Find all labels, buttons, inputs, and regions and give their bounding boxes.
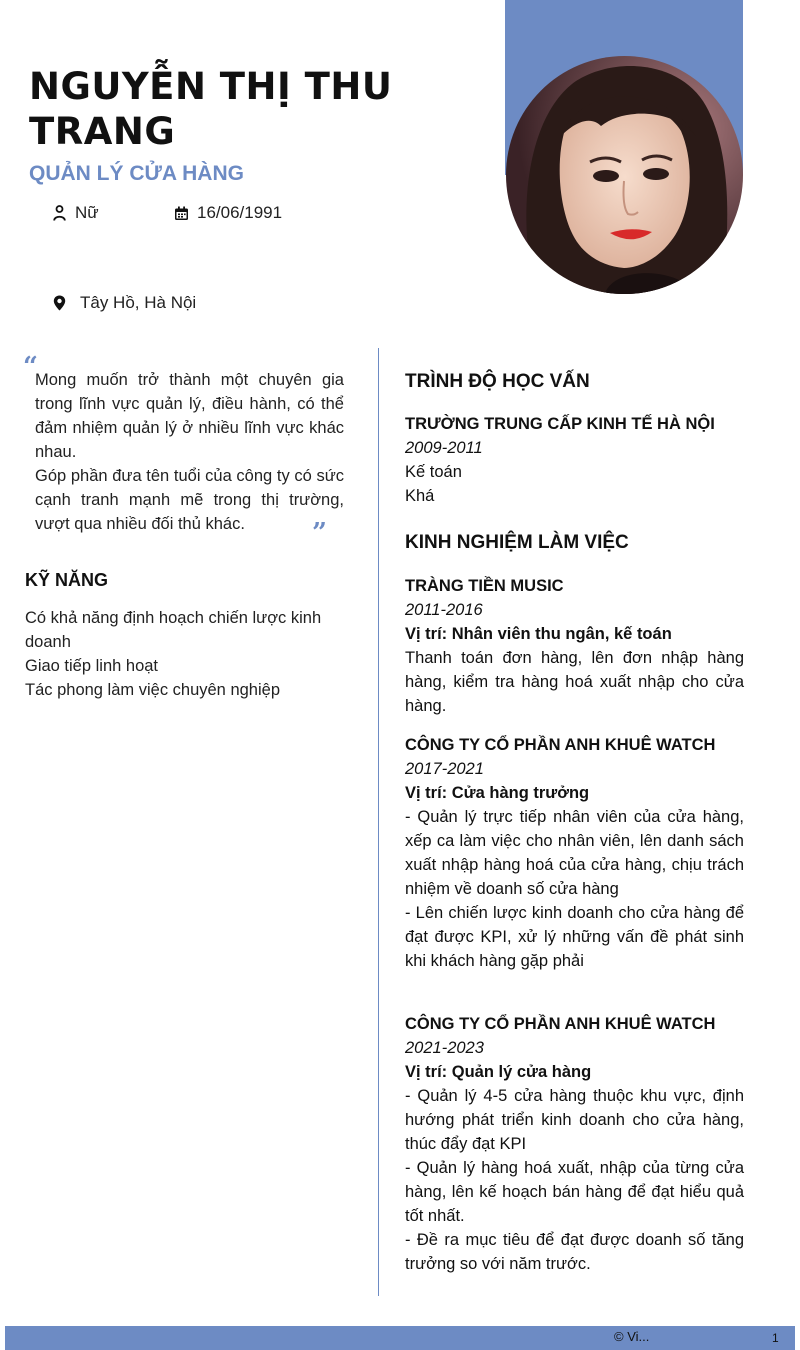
person-icon [51, 205, 67, 221]
job-detail: - Quản lý hàng hoá xuất, nhập của từng cửa hàng, lên kế hoạch bán hàng để đạt hiểu quả tốt nhất. [405, 1159, 744, 1225]
job-period: 2021-2023 [405, 1039, 484, 1057]
objective-paragraph: Mong muốn trở thành một chuyên gia trong lĩnh vực quản lý, điều hành, có thể đảm nhiệm quản lý ở nhiều lĩnh vực khác nhau. [35, 371, 344, 461]
education-major: Kế toán [405, 463, 462, 481]
profile-photo [506, 56, 743, 294]
education-section [405, 371, 744, 508]
footer-bar [5, 1326, 795, 1350]
skill-item: Có khả năng định hoạch chiến lược kinh doanh [25, 609, 322, 651]
job-entry [405, 574, 744, 718]
job-entry [405, 733, 744, 973]
dob-value: 16/06/1991 [197, 203, 283, 222]
job-detail: - Lên chiến lược kinh doanh cho cửa hàng để đạt được KPI, xử lý những vấn đề phát sinh khi khách hàng gặp phải [405, 904, 744, 970]
calendar-icon [173, 205, 189, 221]
career-objective [35, 368, 344, 536]
quote-close-mark: ” [312, 518, 327, 548]
job-entry [405, 1012, 744, 1276]
skills-list [25, 606, 345, 702]
job-position: Vị trí: Quản lý cửa hàng [405, 1063, 592, 1081]
column-divider [378, 348, 379, 1296]
quote-open-mark: “ [23, 352, 38, 382]
job-detail: - Quản lý 4-5 cửa hàng thuộc khu vực, định hướng phát triển kinh doanh cho cửa hàng, thúc đẩy đạt KPI [405, 1087, 744, 1153]
experience-heading: KINH NGHIỆM LÀM VIỆC [405, 532, 629, 553]
job-title: QUẢN LÝ CỬA HÀNG [29, 162, 244, 185]
page-number: 1 [772, 1331, 779, 1345]
education-period: 2009-2011 [405, 439, 483, 457]
education-heading: TRÌNH ĐỘ HỌC VẤN [405, 371, 590, 392]
skill-item: Giao tiếp linh hoạt [25, 657, 159, 675]
gender-value: Nữ [75, 203, 99, 222]
company-name: CÔNG TY CỔ PHẦN ANH KHUÊ WATCH [405, 736, 716, 754]
school-name: TRƯỜNG TRUNG CẤP KINH TẾ HÀ NỘI [405, 415, 715, 433]
company-name: TRÀNG TIỀN MUSIC [405, 577, 564, 595]
location-value: Tây Hồ, Hà Nội [80, 293, 197, 312]
job-detail: - Quản lý trực tiếp nhân viên của cửa hàng, xếp ca làm việc cho nhân viên, lên danh sách xuất nhập hàng hoá của cửa hàng, chịu trách nhiệm về doanh số cửa hàng [405, 808, 744, 898]
map-pin-icon [51, 295, 67, 311]
experience-heading-block [405, 532, 744, 554]
job-period: 2017-2021 [405, 760, 484, 778]
job-period: 2011-2016 [405, 601, 483, 619]
skills-heading: KỸ NĂNG [25, 570, 109, 590]
dob-info [173, 203, 282, 223]
education-grade: Khá [405, 487, 435, 505]
job-detail: Thanh toán đơn hàng, lên đơn nhập hàng hàng, kiểm tra hàng hoá xuất nhập cho cửa hàng. [405, 649, 744, 715]
person-name: NGUYỄN THỊ THU TRANG [29, 65, 393, 153]
footer-copyright: © Vi... [614, 1329, 650, 1344]
job-position: Vị trí: Nhân viên thu ngân, kế toán [405, 625, 672, 643]
location-info [51, 293, 196, 313]
gender-info [51, 203, 99, 223]
skill-item: Tác phong làm việc chuyên nghiệp [25, 681, 280, 699]
company-name: CÔNG TY CỔ PHẦN ANH KHUÊ WATCH [405, 1015, 716, 1033]
job-detail: - Đề ra mục tiêu để đạt được doanh số tăng trưởng so với năm trước. [405, 1231, 744, 1273]
objective-paragraph: Góp phần đưa tên tuổi của công ty có sức cạnh tranh mạnh mẽ trong thị trường, vượt qua nhiều đối thủ khác. [35, 467, 344, 533]
job-position: Vị trí: Cửa hàng trưởng [405, 784, 590, 802]
